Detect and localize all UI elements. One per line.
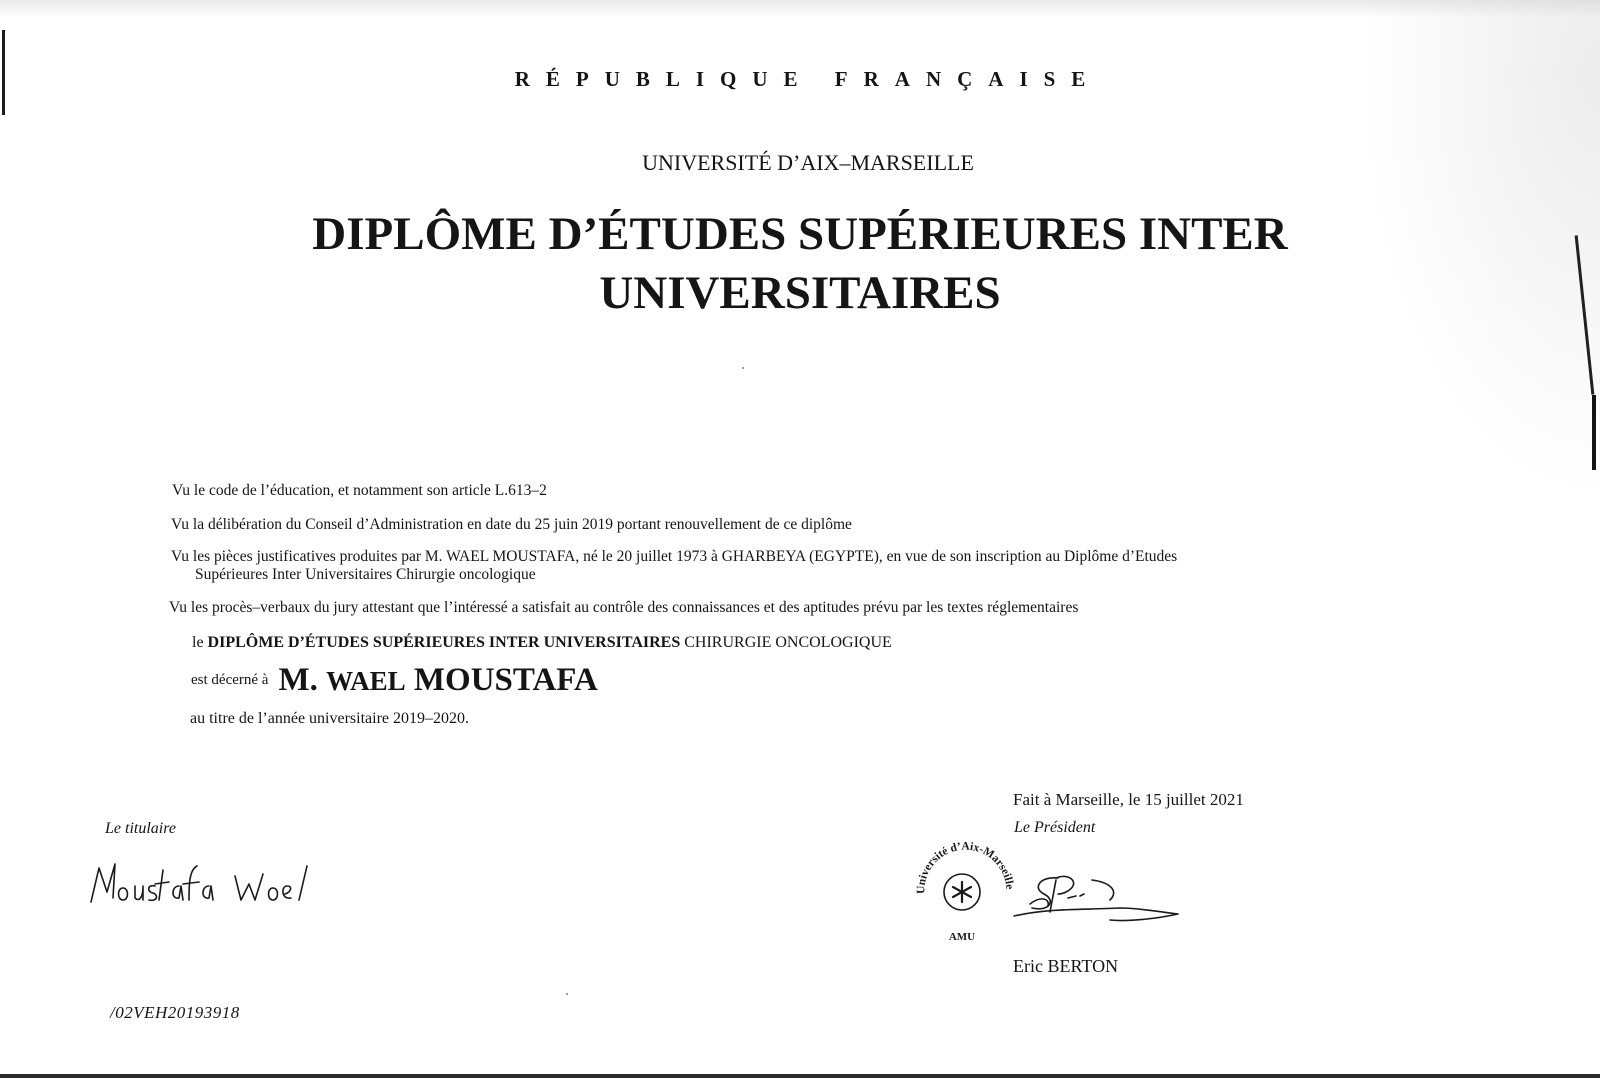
scan-edge-bottom bbox=[0, 1074, 1600, 1078]
academic-year: au titre de l’année universitaire 2019–2020. bbox=[190, 710, 470, 727]
place-date: Fait à Marseille, le 15 juillet 2021 bbox=[1013, 790, 1244, 809]
vu-code-education: Vu le code de l’éducation, et notamment son article L.613–2 bbox=[172, 482, 547, 499]
holder-signature bbox=[85, 840, 345, 920]
diploma-statement bbox=[192, 634, 892, 652]
titulaire-label: Le titulaire bbox=[105, 820, 176, 837]
award-line bbox=[191, 662, 598, 699]
vu-deliberation: Vu la délibération du Conseil d’Administration en date du 25 juin 2019 portant renouvellement de ce diplôme bbox=[171, 516, 852, 533]
president-label: Le Président bbox=[1014, 819, 1096, 836]
decerne-label: est décerné à bbox=[191, 672, 269, 688]
diploma-specialty: CHIRURGIE ONCOLOGIQUE bbox=[680, 634, 892, 651]
recipient-title: M. bbox=[278, 662, 318, 698]
asterisk-icon bbox=[953, 882, 971, 902]
recipient-name bbox=[278, 662, 597, 698]
scan-speck bbox=[742, 367, 744, 369]
president-signature bbox=[1010, 860, 1180, 940]
svg-text:Université d’Aix-Marseille bbox=[915, 841, 1015, 894]
university-name: UNIVERSITÉ D’AIX–MARSEILLE bbox=[642, 150, 974, 175]
diploma-prefix: le bbox=[192, 634, 208, 651]
seal-abbrev: AMU bbox=[948, 931, 976, 943]
diploma-title-line1: DIPLÔME D’ÉTUDES SUPÉRIEURES INTER bbox=[312, 208, 1288, 260]
republique-heading: RÉPUBLIQUE FRANÇAISE bbox=[514, 67, 1102, 91]
recipient-first-name: WAEL bbox=[326, 666, 406, 696]
diploma-reference-number: /02VEH20193918 bbox=[110, 1003, 240, 1022]
president-name: Eric BERTON bbox=[1013, 956, 1119, 976]
scan-edge-right-lower bbox=[1592, 395, 1596, 470]
university-seal bbox=[910, 836, 1020, 946]
seal-text: Université d’Aix-Marseille bbox=[915, 840, 1016, 895]
vu-pieces-line1: Vu les pièces justificatives produites par M. WAEL MOUSTAFA, né le 20 juillet 1973 à GHARBEYA (EGYPTE), en vue de son inscription au Diplôme d’Etudes bbox=[171, 548, 1178, 565]
diploma-title bbox=[0, 205, 1600, 323]
vu-pieces-line2: Supérieures Inter Universitaires Chirurgie oncologique bbox=[195, 566, 536, 583]
vu-pieces-justificatives bbox=[171, 548, 1177, 584]
recipient-last-name: MOUSTAFA bbox=[413, 662, 598, 698]
diploma-name-bold: DIPLÔME D’ÉTUDES SUPÉRIEURES INTER UNIVERSITAIRES bbox=[207, 634, 681, 651]
vu-proces-verbaux: Vu les procès–verbaux du jury attestant que l’intéressé a satisfait au contrôle des connaissances et des aptitudes prévu par les textes réglementaires bbox=[169, 599, 1079, 616]
scan-speck bbox=[566, 993, 568, 995]
diploma-title-line2: UNIVERSITAIRES bbox=[599, 267, 1001, 319]
